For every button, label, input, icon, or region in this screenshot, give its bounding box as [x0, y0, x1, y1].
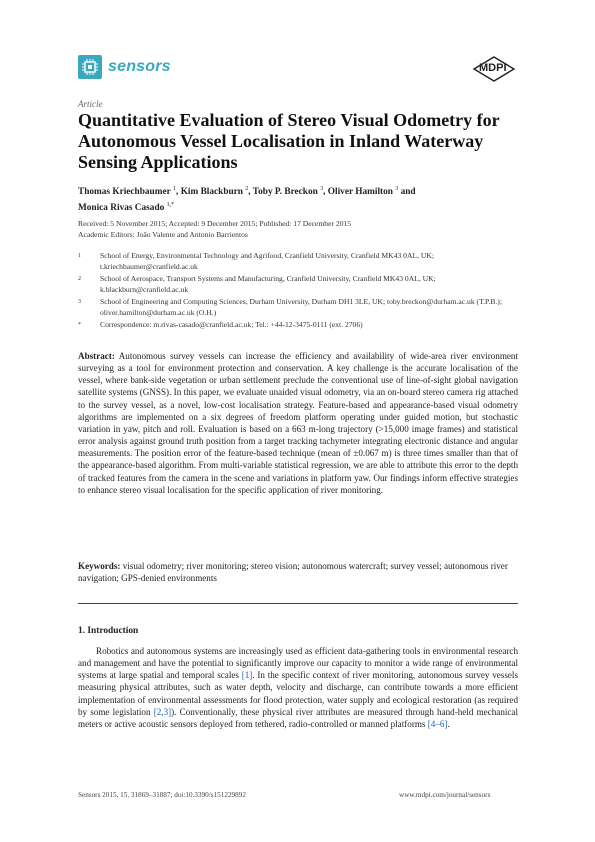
author-affiliation-marker: 1 — [173, 186, 177, 192]
author-name: Kim Blackburn — [180, 187, 243, 198]
paragraph-text: ). Conventionally, these physical river attributes are measured through hand-held mechanical meters or active acoustic sensors deployed from tethered, radio-controlled or manned platforms — [78, 706, 518, 729]
affiliation-text: School of Engineering and Computing Sciences, Durham University, Durham DH1 3LE, UK; toby.breckon@durham.ac.uk (T.P.B.); oliver.hamilton@durham.ac.uk (O.H.) — [100, 297, 502, 317]
author-affiliation-marker: 2 — [245, 186, 249, 192]
journal-name: sensors — [108, 58, 171, 75]
article-type: Article — [78, 99, 103, 109]
affiliation-item — [78, 251, 518, 272]
affiliation-text: School of Energy, Environmental Technology and Agrifood, Cranfield University, Cranfield MK43 0AL, UK; t.kriechbaumer@cranfield.ac.uk — [100, 251, 434, 271]
abstract — [78, 350, 518, 496]
section-heading: 1. Introduction — [78, 626, 139, 636]
publisher-name: MDPI — [479, 62, 507, 74]
abstract-label: Abstract: — [78, 351, 115, 361]
author-name: Thomas Kriechbaumer — [78, 187, 171, 198]
paragraph-text: . — [447, 718, 450, 729]
author-affiliation-marker: 3 — [320, 186, 324, 192]
citation-link[interactable]: [4–6] — [427, 718, 448, 729]
affiliation-text: School of Aerospace, Transport Systems and Manufacturing, Cranfield University, Cranfield MK43 0AL, UK; k.blackburn@cranfield.ac.uk — [100, 274, 436, 294]
author-name: Toby P. Breckon — [252, 187, 318, 198]
affiliation-item — [78, 274, 518, 295]
keywords — [78, 560, 518, 584]
abstract-text: Autonomous survey vessels can increase the efficiency and availability of wide-area river environment surveying as a tool for environment protection and conservation. A key challenge is the accurate localisation of the vessel, where bank-side vegetation or urban settlement preclude the conventional use of line-of-sight global navigation satellite systems (GNSS). In this paper, we evaluate unaided visual odometry, via an on-board stereo camera rig attached to the survey vessel, as a novel, low-cost localisation strategy. Feature-based and appearance-based visual odometry algorithms are implemented on a six degrees of freedom platform operating under guided motion, but stochastic variation in yaw, pitch and roll. Evaluation is based on a 663 m-long trajectory (>15,000 image frames) and statistical error analysis against ground truth position from a target tracking tachymeter integrating electronic distance and angular measurements. The position error of the feature-based technique (mean of ±0.067 m) is three times smaller than that of the appearance-based algorithm. From multi-variable statistical regression, we are able to attribute this error to the depth of tracked features from the camera in the scene and variations in platform yaw. Our findings inform effective strategies to enhance stereo visual localisation for the specific application of river monitoring. — [78, 351, 518, 495]
keywords-label: Keywords: — [78, 561, 121, 571]
paper-title: Quantitative Evaluation of Stereo Visual Odometry for Autonomous Vessel Localisation in Inland Waterway Sensing Applications — [78, 110, 500, 172]
received-dates: Received: 5 November 2015; Accepted: 9 December 2015; Published: 17 December 2015 — [78, 219, 352, 228]
affiliation-number: 2 — [78, 276, 81, 282]
affiliation-list — [78, 251, 518, 333]
author-list: Thomas Kriechbaumer $^1$, Kim Blackburn $^2$, Toby P. Breckon $^3$, Oliver Hamilton $^3$ and Monica Rivas Casado $^{1,*}$ — [78, 186, 416, 214]
affiliation-number: 3 — [78, 299, 81, 305]
correspondence-text: Correspondence: m.rivas-casado@cranfield.ac.uk; Tel.: +44-12-3475-0111 (ext. 2706) — [100, 320, 363, 329]
introduction-paragraph — [78, 645, 518, 730]
paragraph-text: . In the specific context of river monitoring, autonomous survey vessels measuring physical attributes, such as water depth, velocity and discharge, can contribute towards a more efficient implementation of environmental assessments for flood protection, water supply and ecological restoration (as required by some legislation — [78, 670, 518, 717]
affiliation-item — [78, 320, 518, 331]
author-name: Oliver Hamilton — [327, 187, 393, 198]
paragraph-text: Robotics and autonomous systems are increasingly used as efficient data-gathering tools in environmental research and management and have the potential to significantly improve our capacity to monitor a wide range of environmental systems at large spatial and temporal scales — [78, 646, 518, 681]
footer-journal-url[interactable]: www.mdpi.com/journal/sensors — [399, 791, 491, 799]
affiliation-number: 1 — [78, 253, 81, 259]
journal-logo — [78, 55, 171, 79]
sensors-logo-icon — [78, 55, 102, 79]
affiliation-item — [78, 297, 518, 318]
author-affiliation-marker: 3 — [395, 186, 399, 192]
footer-citation: Sensors 2015, 15, 31869–31887; doi:10.3390/s151229892 — [78, 791, 246, 799]
section-divider — [78, 603, 518, 604]
affiliation-number: * — [78, 322, 81, 328]
mdpi-logo — [472, 56, 516, 82]
citation-link[interactable]: [2,3] — [153, 706, 172, 717]
publication-dates — [78, 219, 518, 240]
author-name: Monica Rivas Casado — [78, 203, 165, 214]
keywords-text: visual odometry; river monitoring; stereo vision; autonomous watercraft; survey vessel; autonomous river navigation; GPS-denied environments — [78, 561, 508, 584]
citation-link[interactable]: [1] — [241, 670, 253, 681]
academic-editors: Academic Editors: João Valente and Antonio Barrientos — [78, 229, 248, 239]
author-affiliation-marker: 1,* — [166, 202, 175, 209]
